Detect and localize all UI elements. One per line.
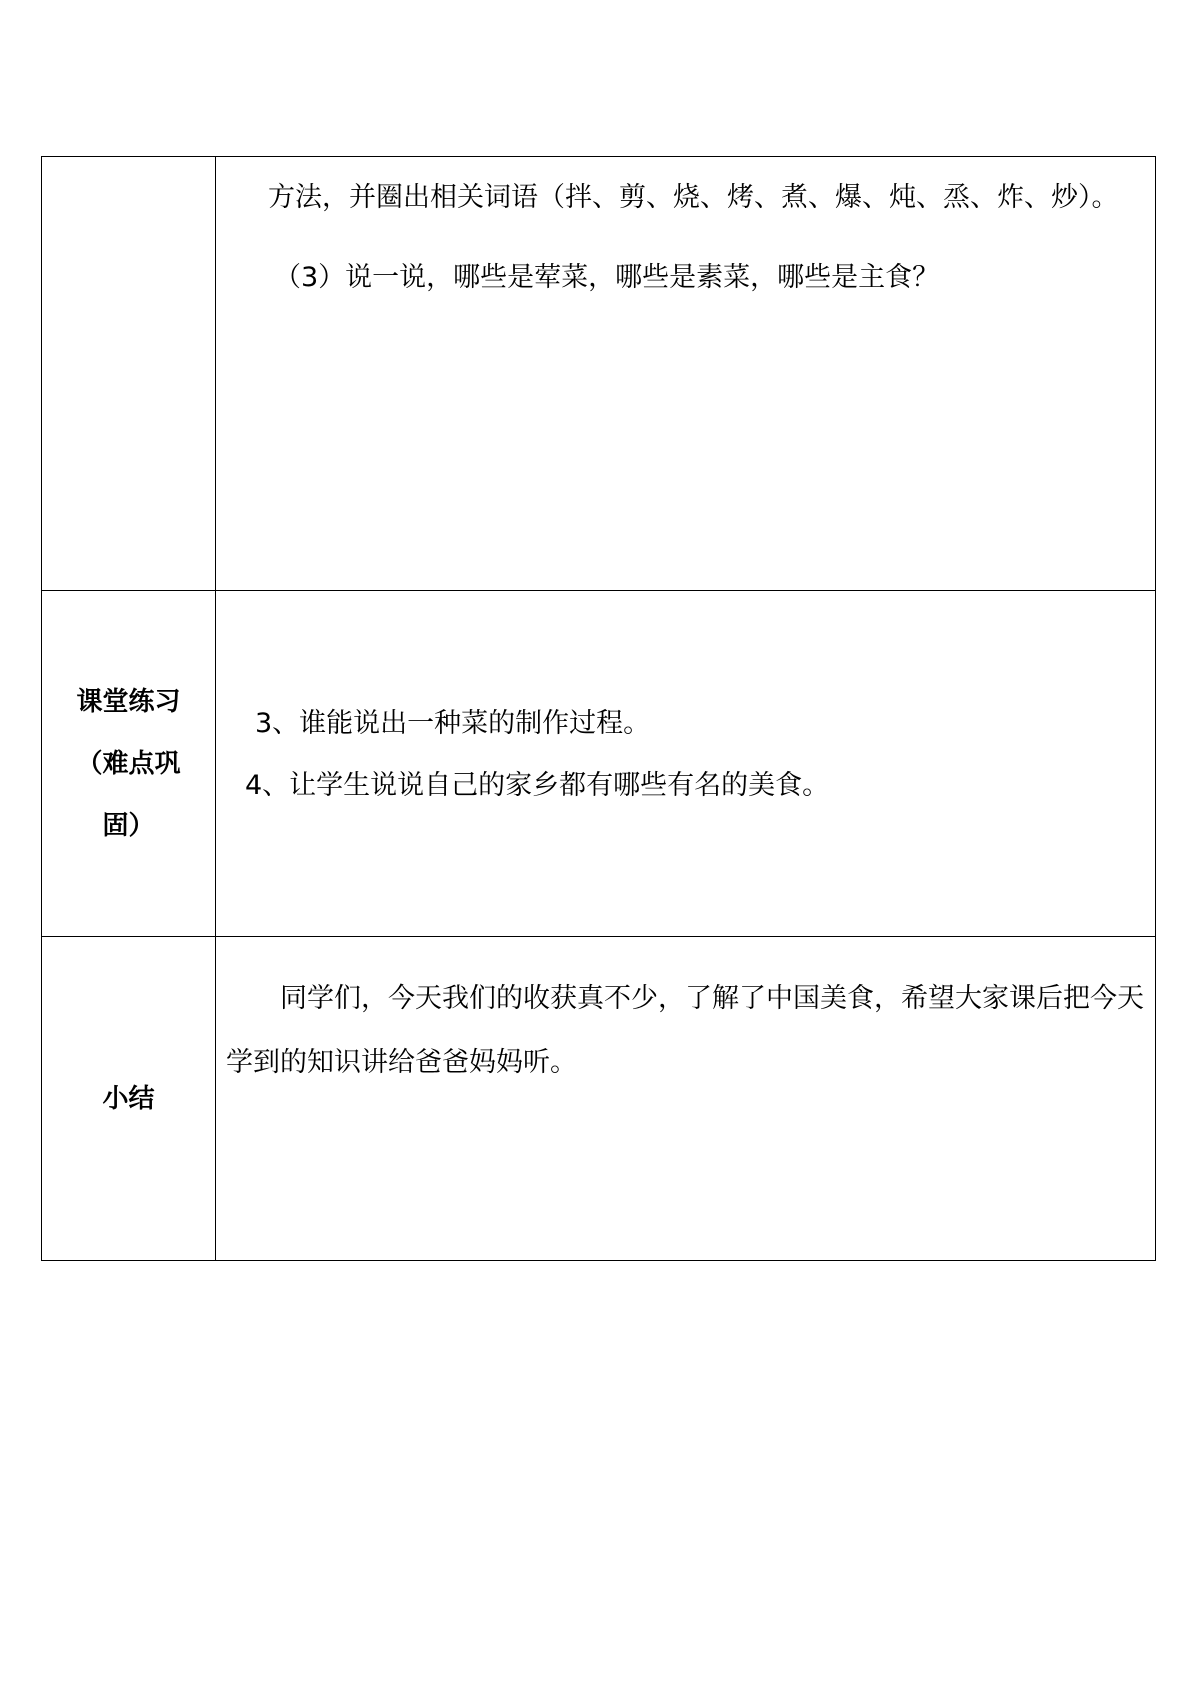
activity-text-line: 方法，并圈出相关词语（拌、剪、烧、烤、煮、爆、炖、烝、炸、炒）。 xyxy=(268,182,1119,213)
activity-question-line: （3）说一说，哪些是荤菜，哪些是素菜，哪些是主食？ xyxy=(274,262,940,293)
label-line: （难点巩 xyxy=(76,748,181,779)
label-line: 固） xyxy=(102,810,155,841)
table-row-class-practice xyxy=(42,591,1156,937)
row-label-summary xyxy=(42,937,216,1261)
row-content-summary xyxy=(216,937,1156,1261)
row-content-activity xyxy=(216,157,1156,591)
label-line: 小结 xyxy=(102,1083,155,1114)
table-row-activity-continued xyxy=(42,157,1156,591)
summary-paragraph: 同学们，今天我们的收获真不少，了解了中国美食，希望大家课后把今天学到的知识讲给爸爸妈妈听。 xyxy=(226,983,1144,1078)
practice-item-3: 3、谁能说出一种菜的制作过程。 xyxy=(255,708,651,739)
row-content-class-practice xyxy=(216,591,1156,937)
row-label-class-practice xyxy=(42,591,216,937)
practice-item-4: 4、让学生说说自己的家乡都有哪些有名的美食。 xyxy=(245,770,830,801)
row-label-empty xyxy=(42,157,216,591)
label-line: 课堂练习 xyxy=(76,686,181,717)
table-row-summary xyxy=(42,937,1156,1261)
lesson-plan-table xyxy=(41,156,1156,1261)
